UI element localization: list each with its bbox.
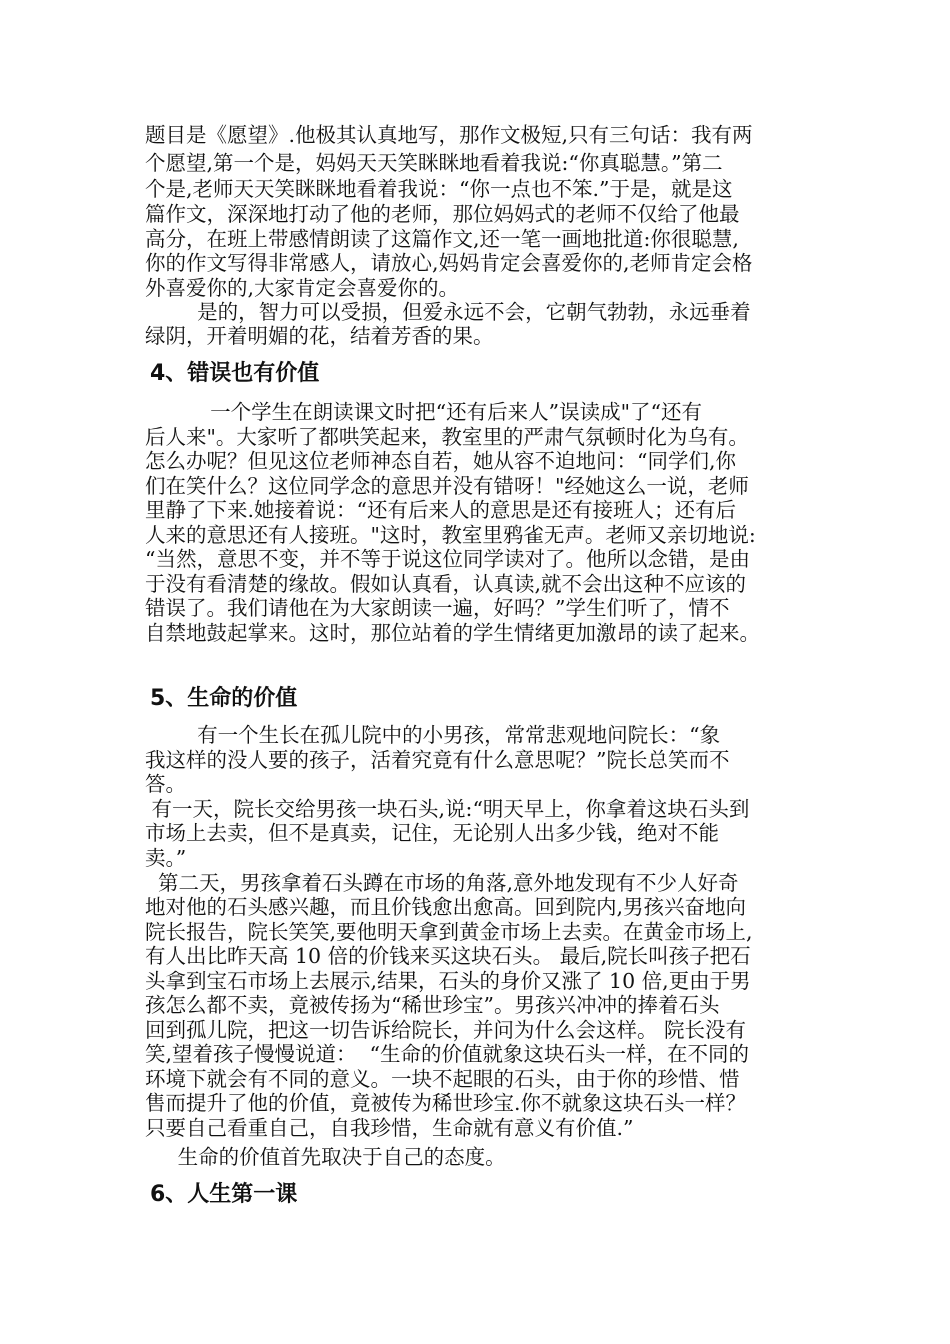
section-5-line-9: 院长报告，院长笑笑,要他明天拿到黄金市场上去卖。在黄金市场上,: [145, 920, 753, 944]
intro-line-9: 绿阴，开着明媚的花，结着芳香的果。: [145, 324, 494, 348]
intro-line-2: 个愿望,第一个是，妈妈天天笑眯眯地看着我说:“你真聪慧。”第二: [145, 151, 723, 175]
section-5-line-13: 回到孤儿院，把这一切告诉给院长，并问为什么会这样。 院长没有: [145, 1018, 747, 1042]
section-4-line-9: 错误了。我们请他在为大家朗读一遍，好吗？”学生们听了，情不: [145, 596, 730, 620]
section-4-line-10: 自禁地鼓起掌来。这时，那位站着的学生情绪更加激昂的读了起来。: [145, 621, 760, 645]
section-4-line-6: 人来的意思还有人接班。"这时，教室里鸦雀无声。老师又亲切地说:: [145, 523, 756, 547]
section-5-line-6: 卖。”: [145, 846, 187, 870]
intro-line-1: 题目是《愿望》.他极其认真地写，那作文极短,只有三句话：我有两: [145, 123, 753, 147]
section-5-line-17: 只要自己看重自己，自我珍惜，生命就有意义有价值.”: [145, 1116, 634, 1140]
section-5-line-8: 地对他的石头感兴趣，而且价钱愈出愈高。回到院内,男孩兴奋地向: [145, 895, 747, 919]
section-4-heading: 4、错误也有价值: [150, 361, 320, 386]
section-4-line-7: “当然，意思不变，并不等于说这位同学读对了。他所以念错，是由: [145, 547, 750, 571]
section-5-line-7: 第二天，男孩拿着石头蹲在市场的角落,意外地发现有不少人好奇: [145, 871, 739, 895]
intro-line-4: 篇作文，深深地打动了他的老师，那位妈妈式的老师不仅给了他最: [145, 202, 740, 226]
intro-line-6: 你的作文写得非常感人，请放心,妈妈肯定会喜爱你的,老师肯定会格: [145, 251, 753, 275]
section-5-line-14: 笑,望着孩子慢慢说道： “生命的价值就象这块石头一样，在不同的: [145, 1042, 750, 1066]
section-5-line-3: 答。: [145, 772, 186, 796]
section-5-line-11: 头拿到宝石市场上去展示,结果，石头的身价又涨了 10 倍,更由于男: [145, 969, 751, 993]
section-4-line-2: 后人来"。大家听了都哄笑起来，教室里的严肃气氛顿时化为乌有。: [145, 425, 749, 449]
section-5-line-16: 售而提升了他的价值，竟被传为稀世珍宝.你不就象这块石头一样？: [145, 1091, 747, 1115]
section-5-line-1: 有一个生长在孤儿院中的小男孩，常常悲观地问院长：“象: [145, 723, 721, 747]
section-4-line-4: 们在笑什么？这位同学念的意思并没有错呀！"经她这么一说，老师: [145, 474, 749, 498]
section-5-line-12: 孩怎么都不卖，竟被传扬为“稀世珍宝”。男孩兴冲冲的捧着石头: [145, 993, 720, 1017]
section-5-line-18: 生命的价值首先取决于自己的态度。: [145, 1145, 506, 1169]
section-4-line-3: 怎么办呢？但见这位老师神态自若，她从容不迫地问：“同学们,你: [145, 449, 736, 473]
section-6-heading: 6、人生第一课: [150, 1182, 298, 1207]
section-4-line-5: 里静了下来.她接着说：“还有后来人的意思是还有接班人；还有后: [145, 498, 736, 522]
intro-line-7: 外喜爱你的,大家肯定会喜爱你的。: [145, 276, 460, 300]
section-5-line-10: 有人出比昨天高 10 倍的价钱来买这块石头。 最后,院长叫孩子把石: [145, 944, 751, 968]
intro-line-3: 个是,老师天天笑眯眯地看着我说：“你一点也不笨.”于是，就是这: [145, 177, 733, 201]
section-5-line-4: 有一天，院长交给男孩一块石头,说:“明天早上，你拿着这块石头到: [145, 797, 750, 821]
intro-line-5: 高分，在班上带感情朗读了这篇作文,还一笔一画地批道:你很聪慧,: [145, 227, 739, 251]
section-5-heading: 5、生命的价值: [150, 686, 298, 711]
section-5-line-15: 环境下就会有不同的意义。一块不起眼的石头，由于你的珍惜、惜: [145, 1067, 740, 1091]
intro-line-8: 是的，智力可以受损，但爱永远不会，它朝气勃勃，永远垂着: [145, 300, 751, 324]
section-5-line-2: 我这样的没人要的孩子，活着究竟有什么意思呢？”院长总笑而不: [145, 748, 730, 772]
section-5-line-5: 市场上去卖，但不是真卖，记住，无论别人出多少钱，绝对不能: [145, 821, 719, 845]
section-4-line-1: 一个学生在朗读课文时把“还有后来人”误读成"了“还有: [145, 400, 703, 424]
section-4-line-8: 于没有看清楚的缘故。假如认真看，认真读,就不会出这种不应该的: [145, 572, 747, 596]
